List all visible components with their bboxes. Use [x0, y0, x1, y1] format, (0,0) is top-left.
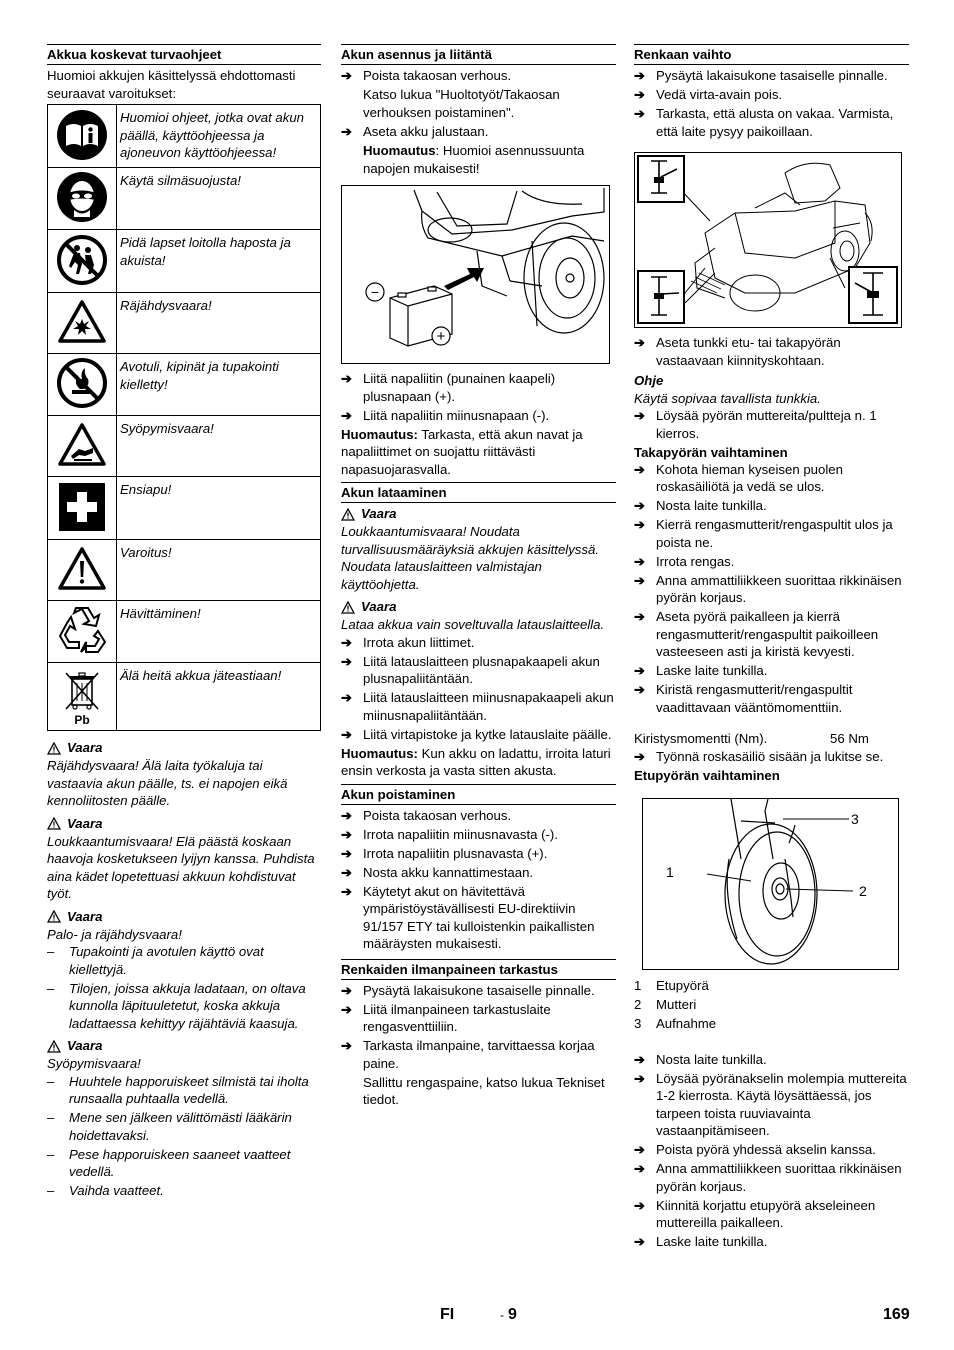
torque-label: Kiristysmomentti (Nm).	[634, 731, 768, 746]
battery-symbols-table	[47, 104, 321, 731]
step: ➔ Liitä ilmanpaineen tarkastuslaite rengasventtiiliin.	[341, 1001, 551, 1034]
warning-text: Loukkaantumisvaara! Noudata turvallisuusmääräyksiä akkujen käsittelyssä. Noudata latauslaitteen valmistajan käyttöohjetta.	[341, 524, 599, 592]
step: ➔ Nosta akku kannattimestaan.	[341, 864, 534, 880]
legend-item: 3 Aufnahme	[634, 1015, 717, 1031]
list-item: – Tilojen, joissa akkuja ladataan, on oltava kunnolla läpituuletetut, koska akkuja ladattaessa kehittyy räjähtäviä kaasuja.	[47, 980, 306, 1031]
step: ➔ Aseta pyörä paikalleen ja kierrä rengasmutterit/rengaspultit paikoilleen vasteeseen asti ja kiristä kevyesti.	[634, 609, 879, 659]
pb-label: Pb	[74, 712, 90, 727]
tire-note: Sallittu rengaspaine, katso lukua Tekniset tiedot.	[363, 1074, 605, 1107]
battery-plus-label: +	[436, 328, 446, 345]
charge-note: Huomautus: Kun akku on ladattu, irroita laturi ensin verkosta ja vasta sitten akusta.	[341, 745, 611, 778]
footer-page-number: 169	[883, 1306, 910, 1323]
subheading-rear-wheel: Takapyörän vaihtaminen	[634, 444, 788, 460]
warning-header: Vaara	[341, 598, 616, 616]
warning-triangle-icon	[47, 1040, 61, 1053]
section-heading-install: Akun asennus ja liitäntä	[341, 44, 616, 65]
footer-language: FI	[440, 1306, 455, 1323]
step: ➔ Laske laite tunkilla.	[634, 1234, 768, 1249]
keep-children-away-icon	[56, 234, 108, 286]
warning-triangle-icon	[47, 817, 61, 830]
sweeper-jack-illustration	[635, 153, 901, 327]
step: ➔ Poista pyörä yhdessä akselin kanssa.	[634, 1142, 876, 1157]
jack-point-rear-right-icon	[849, 267, 897, 323]
symbol-text: Avotuli, kipinät ja tupakointi kielletty!	[117, 354, 321, 416]
warning-triangle-icon	[47, 910, 61, 923]
section-heading-remove: Akun poistaminen	[341, 784, 616, 805]
section-heading-battery-safety: Akkua koskevat turvaohjeet	[47, 44, 321, 65]
step: ➔ Kierrä rengasmutterit/rengaspultit ulos ja poista ne.	[634, 517, 893, 550]
callout-2: 2	[859, 882, 867, 899]
legend-item: 1 Etupyörä	[634, 977, 709, 993]
column-left	[47, 44, 321, 1201]
step: ➔ Nosta laite tunkilla.	[634, 1051, 767, 1067]
list-item: – Tupakointi ja avotulen käyttö ovat kiellettyjä.	[47, 944, 264, 977]
symbol-text: Syöpymisvaara!	[117, 416, 321, 477]
warning-text: Loukkaantumisvaara! Elä päästä koskaan haavoja kosketukseen lyijyn kanssa. Puhdista aina kädet lopetettuasi akkuun kohdistuvat työt.	[47, 833, 315, 901]
table-row	[48, 477, 321, 540]
step: ➔ Liitä napaliitin miinusnapaan (-).	[341, 407, 550, 423]
explosion-warning-icon	[57, 299, 107, 345]
legend-item: 2 Mutteri	[634, 996, 697, 1012]
symbol-text: Pidä lapset loitolla haposta ja akuista!	[117, 230, 321, 293]
table-row	[48, 293, 321, 354]
front-wheel-illustration	[643, 799, 898, 969]
table-row	[48, 354, 321, 416]
list-item: – Mene sen jälkeen välittömästi lääkärin hoidettavaksi.	[47, 1110, 292, 1143]
warning-header: Vaara	[341, 505, 616, 523]
table-row	[48, 540, 321, 601]
step: ➔ Pysäytä lakaisukone tasaiselle pinnalle.	[634, 68, 888, 83]
step: ➔ Löysää pyöränakselin molempia muttereita 1-2 kierrosta. Käytä löysättäessä, jos tarpeen toista ruuviavainta vastaanpitämiseen.	[634, 1070, 907, 1138]
note-text: Käytä sopivaa tavallista tunkkia.	[634, 390, 821, 406]
no-fire-icon	[56, 357, 108, 409]
list-item: – Pese happoruiskeen saaneet vaatteet vedellä.	[47, 1146, 291, 1179]
manual-info-icon	[56, 109, 108, 161]
step: ➔ Anna ammattiliikkeen suorittaa rikkinäisen pyörän korjaus.	[634, 572, 902, 605]
install-note: Huomautus: Huomioi asennussuunta napojen mukaisesti!	[363, 143, 585, 176]
warning-text: Syöpymisvaara!	[47, 1056, 141, 1071]
note-label: Ohje	[634, 373, 664, 388]
step: ➔ Työnnä roskasäiliö sisään ja lukitse se.	[634, 748, 884, 764]
step: ➔ Laske laite tunkilla.	[634, 663, 768, 678]
subheading-front-wheel: Etupyörän vaihtaminen	[634, 767, 780, 783]
symbol-text: Ensiapu!	[117, 477, 321, 540]
step: ➔ Kohota hieman kyseisen puolen roskasäiliötä ja vedä se ulos.	[634, 461, 843, 494]
symbol-text: Älä heitä akkua jäteastiaan!	[117, 663, 321, 731]
step: ➔ Irrota rengas.	[634, 553, 735, 569]
list-item: – Vaihda vaatteet.	[47, 1183, 164, 1198]
battery-install-illustration	[342, 186, 609, 363]
callout-1: 1	[666, 863, 674, 880]
corrosive-warning-icon	[57, 422, 107, 468]
warning-header: Vaara	[47, 815, 321, 833]
step: ➔ Liitä virtapistoke ja kytke latauslaite päälle.	[341, 726, 612, 742]
torque-value: 56 Nm	[830, 731, 869, 746]
table-row	[48, 601, 321, 663]
table-row	[48, 663, 321, 731]
step: ➔ Käytetyt akut on hävitettävä ympäristöystävällisesti EU-direktiivin 91/157 ETY tai kulloistenkin paikallisten määräysten mukaisesti.	[341, 883, 595, 951]
table-row	[48, 230, 321, 293]
step: ➔ Aseta akku jalustaan.	[341, 124, 489, 139]
list-item: – Huuhtele happoruiskeet silmistä tai iholta runsaalla puhtaalla vedellä.	[47, 1073, 309, 1106]
footer-page: - 9	[500, 1306, 517, 1323]
step: ➔ Kiristä rengasmutterit/rengaspultit vaadittavaan vääntömomenttiin.	[634, 682, 853, 715]
warning-text: Palo- ja räjähdysvaara!	[47, 926, 182, 942]
warning-triangle-icon	[341, 508, 355, 521]
column-middle	[341, 44, 616, 1109]
step: ➔ Kiinnitä korjattu etupyörä akseleineen muttereilla paikalleen.	[634, 1197, 876, 1230]
column-right	[634, 44, 909, 1252]
warning-header: Vaara	[47, 1037, 321, 1055]
step: ➔ Liitä latauslaitteen miinusnapakaapeli akun miinusnapaliitäntään.	[341, 690, 614, 723]
step: ➔ Liitä napaliitin (punainen kaapeli) plusnapaan (+).	[341, 371, 556, 404]
warning-text: Räjähdysvaara! Älä laita työkaluja tai vastaavia akun päälle, ts. ei napojen eikä kennoliitosten päälle.	[47, 758, 288, 808]
step: ➔ Liitä latauslaitteen plusnapakaapeli akun plusnapaliitäntään.	[341, 653, 600, 686]
step: ➔ Anna ammattiliikkeen suorittaa rikkinäisen pyörän korjaus.	[634, 1161, 902, 1194]
front-wheel-figure	[642, 798, 899, 970]
no-bin-pb-icon	[60, 669, 104, 713]
warning-triangle-icon	[341, 601, 355, 614]
step: ➔ Nosta laite tunkilla.	[634, 498, 767, 513]
symbol-text: Varoitus!	[117, 540, 321, 601]
section-heading-tire-pressure: Renkaiden ilmanpaineen tarkastus	[341, 959, 616, 980]
section-heading-charging: Akun lataaminen	[341, 482, 616, 503]
step: ➔ Poista takaosan verhous.	[341, 807, 512, 823]
general-warning-icon	[57, 546, 107, 592]
step: ➔ Tarkasta ilmanpaine, tarvittaessa korjaa paine.	[341, 1038, 595, 1071]
step: ➔ Vedä virta-avain pois.	[634, 87, 783, 102]
first-aid-icon	[58, 482, 106, 532]
torque-row	[634, 730, 909, 748]
step: ➔ Irrota akun liittimet.	[341, 634, 475, 650]
battery-install-figure	[341, 185, 610, 364]
table-row	[48, 168, 321, 230]
intro-text: Huomioi akkujen käsittelyssä ehdottomasti seuraavat varoitukset:	[47, 68, 296, 101]
section-heading-wheel-change: Renkaan vaihto	[634, 44, 909, 65]
step: ➔ Poista takaosan verhous.	[341, 68, 512, 83]
jack-point-front-icon	[638, 156, 684, 202]
step: ➔ Irrota napaliitin plusnavasta (+).	[341, 845, 548, 861]
step: ➔ Irrota napaliitin miinusnavasta (-).	[341, 826, 558, 842]
page-footer	[0, 1306, 954, 1330]
warning-text: Lataa akkua vain soveltuvalla latauslaitteella.	[341, 617, 605, 632]
symbol-text: Räjähdysvaara!	[117, 293, 321, 354]
symbol-text: Hävittäminen!	[117, 601, 321, 663]
table-row	[48, 416, 321, 477]
step: ➔ Pysäytä lakaisukone tasaiselle pinnalle.	[341, 982, 595, 998]
battery-minus-label: −	[370, 284, 380, 300]
symbol-text: Käytä silmäsuojusta!	[117, 168, 321, 230]
jack-point-rear-left-icon	[638, 271, 684, 323]
table-row	[48, 105, 321, 168]
step-note: Katso lukua "Huoltotyöt/Takaosan verhouksen poistaminen".	[363, 87, 560, 120]
recycling-icon	[56, 605, 108, 655]
step: ➔ Aseta tunkki etu- tai takapyörän vastaavaan kiinnityskohtaan.	[634, 335, 841, 368]
step: ➔ Löysää pyörän muttereita/pultteja n. 1 kierros.	[634, 408, 877, 441]
step: ➔ Tarkasta, että alusta on vakaa. Varmista, että laite pysyy paikoillaan.	[634, 106, 894, 139]
eye-protection-icon	[56, 171, 108, 223]
warning-triangle-icon	[47, 742, 61, 755]
warning-header: Vaara	[47, 739, 321, 757]
warning-header: Vaara	[47, 908, 321, 926]
connect-note: Huomautus: Tarkasta, että akun navat ja napaliittimet on suojattu riittävästi napasuojarasvalla.	[341, 426, 583, 477]
jack-points-figure	[634, 152, 902, 328]
symbol-text: Huomioi ohjeet, jotka ovat akun päällä, käyttöohjeessa ja ajoneuvon käyttöohjeessa!	[117, 105, 321, 168]
callout-3: 3	[851, 810, 859, 827]
